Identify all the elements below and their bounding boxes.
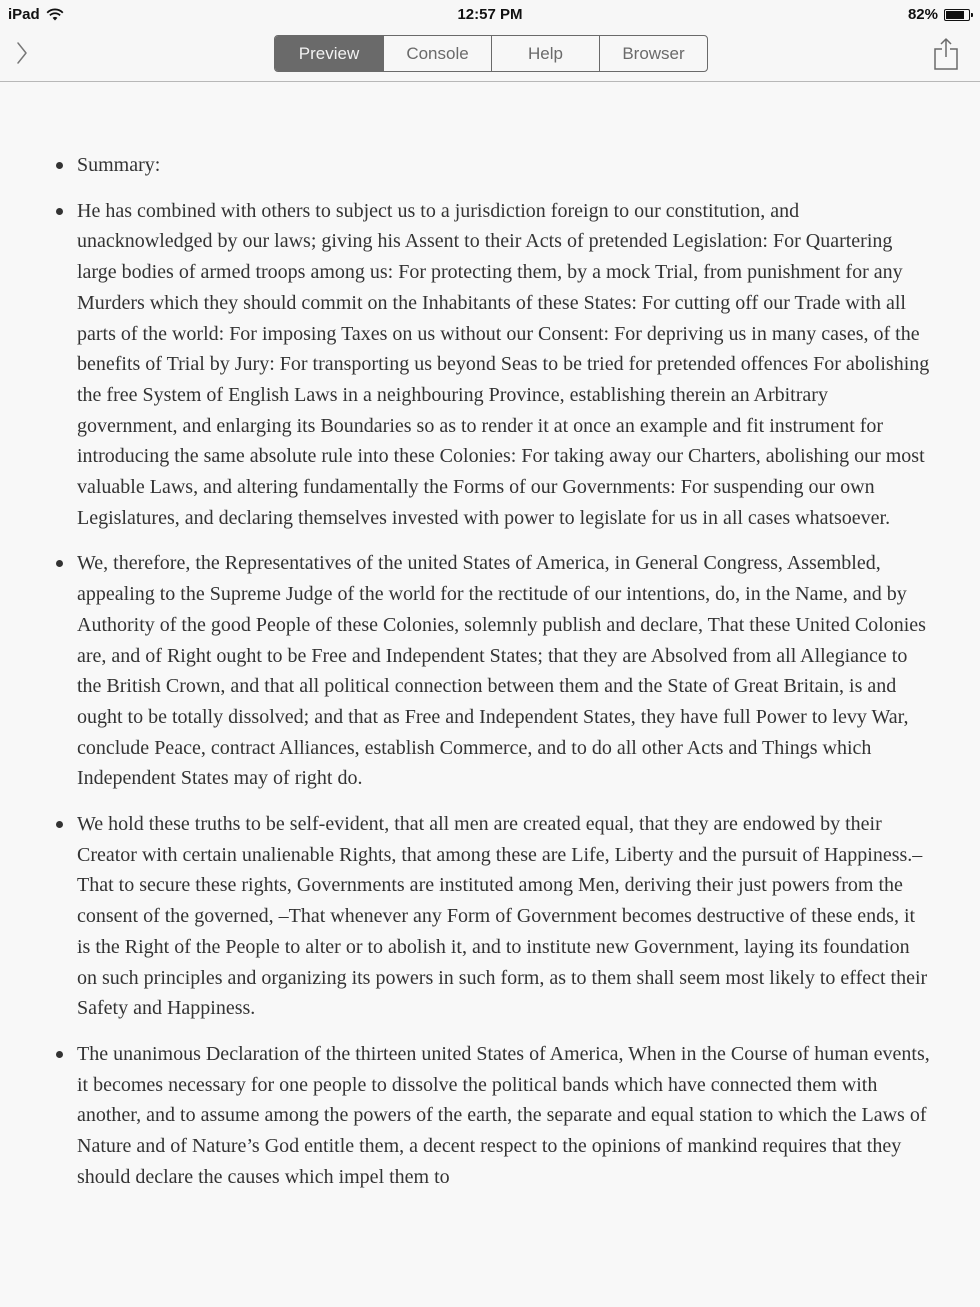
battery-tip [971, 13, 973, 17]
toolbar [0, 28, 980, 82]
battery-icon [944, 9, 970, 21]
list-item [0, 150, 980, 181]
bullet-dot [56, 208, 63, 215]
bullet-dot [56, 162, 63, 169]
list-item [0, 1039, 980, 1193]
bullet-list [0, 150, 980, 1208]
bullet-dot [56, 560, 63, 567]
share-icon[interactable] [932, 36, 960, 72]
list-item-text: We, therefore, the Representatives of the united States of America, in General Congress, Assembled, appealing to the Supreme Judge of the world for the rectitude of our intentions, do, in the Name, and by Authority of the good People of these Colonies, solemnly publish and declare, That these United Colonies are, and of Right ought to be Free and Independent States; that they are Absolved from all Allegiance to the British Crown, and that all political connection between them and the State of Great Britain, is and ought to be totally dissolved; and that as Free and Independent States, they have full Power to levy War, conclude Peace, contract Alliances, establish Commerce, and to do all other Acts and Things which Independent States may of right do. [77, 552, 926, 790]
bullet-dot [56, 1051, 63, 1058]
list-item [0, 809, 980, 1024]
device-name: iPad [8, 6, 40, 23]
status-bar [0, 0, 980, 28]
tab-browser[interactable]: Browser [599, 36, 707, 71]
list-item [0, 196, 980, 534]
battery-percent: 82% [907, 6, 938, 23]
bullet-dot [56, 821, 63, 828]
battery-fill [946, 11, 964, 19]
tab-preview[interactable]: Preview [275, 36, 383, 71]
tab-help[interactable]: Help [491, 36, 599, 71]
list-item [0, 548, 980, 794]
list-item-text: The unanimous Declaration of the thirteen united States of America, When in the Course of human events, it becomes necessary for one people to dissolve the political bands which have connected them with another, and to assume among the powers of the earth, the separate and equal station to which the Laws of Nature and of Nature’s God entitle them, a decent respect to the opinions of mankind requires that they should declare the causes which impel them to [77, 1042, 930, 1188]
list-item-text: He has combined with others to subject us to a jurisdiction foreign to our constitution, and unacknowledged by our laws; giving his Assent to their Acts of pretended Legislation: For Quartering large bodies of armed troops among us: For protecting them, by a mock Trial, from punishment for any Murders which they should commit on the Inhabitants of these States: For cutting off our Trade with all parts of the world: For imposing Taxes on us without our Consent: For depriving us in many cases, of the benefits of Trial by Jury: For transporting us beyond Seas to be tried for pretended offences For abolishing the free System of English Laws in a neighbouring Province, establishing therein an Arbitrary government, and enlarging its Boundaries so as to render it at once an example and fit instrument for introducing the same absolute rule into these Colonies: For taking away our Charters, abolishing our most valuable Laws, and altering fundamentally the Forms of our Governments: For suspending our own Legislatures, and declaring themselves invested with power to legislate for us in all cases whatsoever. [77, 199, 930, 529]
preview-content[interactable] [0, 82, 980, 1307]
status-right [908, 6, 970, 23]
list-item-text: Summary: [77, 154, 161, 176]
segmented-control [274, 35, 708, 72]
list-item-text: We hold these truths to be self-evident, that all men are created equal, that they are endowed by their Creator with certain unalienable Rights, that among these are Life, Liberty and the pursuit of Happiness.–That to secure these rights, Governments are instituted among Men, deriving their just powers from the consent of the governed, –That whenever any Form of Government becomes destructive of these ends, it is the Right of the People to alter or to abolish it, and to institute new Government, laying its foundation on such principles and organizing its powers in such form, as to them shall seem most likely to effect their Safety and Happiness. [77, 813, 928, 1020]
tab-console[interactable]: Console [383, 36, 491, 71]
chevron-right-icon[interactable] [12, 38, 32, 68]
status-time: 12:57 PM [457, 6, 523, 23]
